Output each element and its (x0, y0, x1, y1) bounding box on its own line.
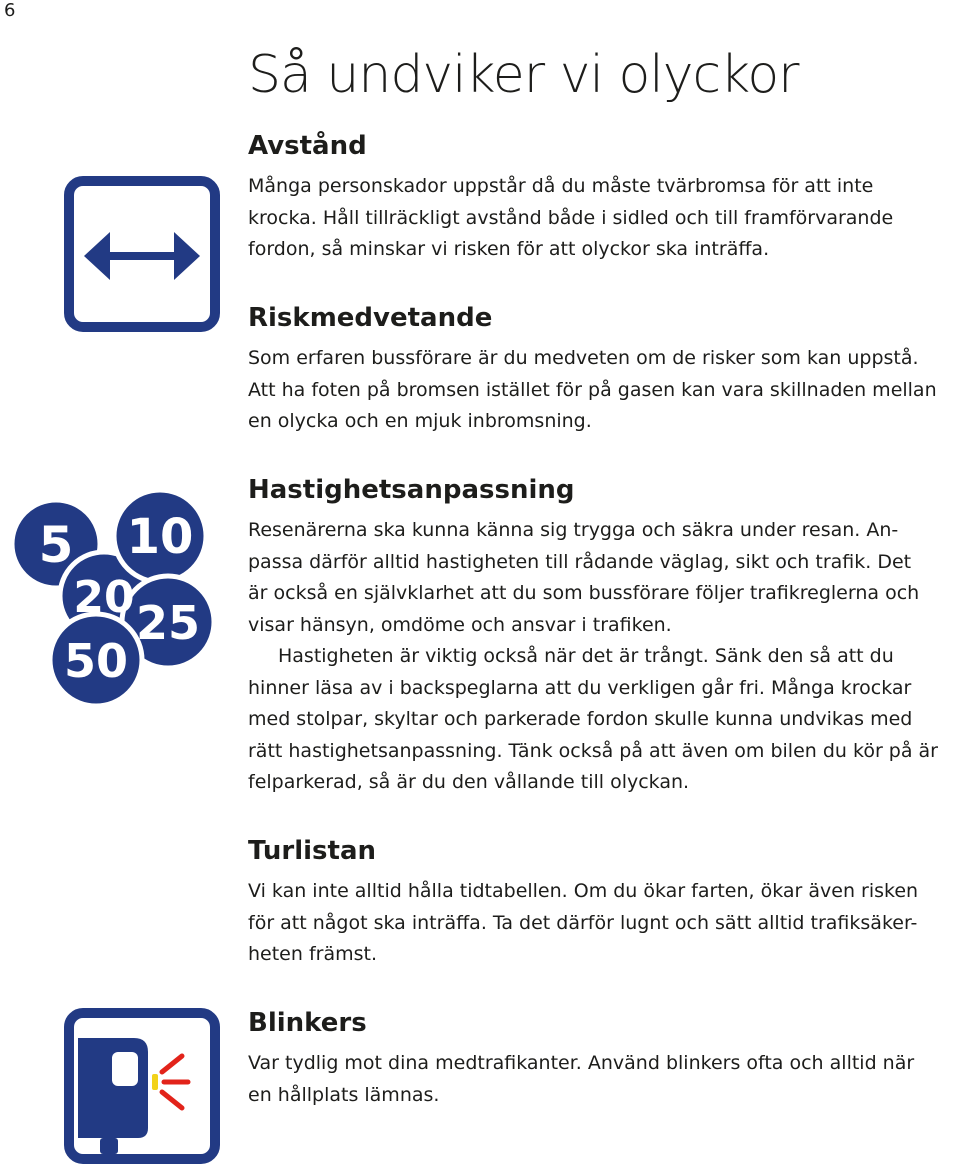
text-line: en hållplats lämnas. (248, 1083, 440, 1106)
speed-sign-5: 5 (38, 516, 74, 574)
section-heading: Turlistan (248, 836, 376, 866)
section-paragraph (248, 1048, 960, 1111)
speed-sign-10: 10 (126, 509, 194, 565)
section-paragraph (248, 641, 960, 799)
section-avstand (248, 129, 960, 266)
text-line: Vi kan inte alltid hålla tidtabellen. Om du ökar farten, ökar även risken (248, 880, 919, 902)
text-line: för att något ska inträffa. Ta det därför lugnt och sätt alltid trafiksäker- (248, 911, 918, 934)
section-paragraph (248, 876, 960, 971)
section-hastighetsanpassning (248, 473, 960, 799)
speed-sign-25: 25 (135, 596, 201, 650)
section-heading: Hastighetsanpassning (248, 475, 575, 505)
speed-sign-20: 20 (73, 572, 135, 623)
text-line: felparkerad, så är du den vållande till olyckan. (248, 771, 690, 793)
bus-blinker-icon (64, 1008, 220, 1164)
section-paragraph (248, 171, 960, 266)
text-line: heten främst. (248, 943, 377, 965)
text-line: Som erfaren bussförare är du medveten om de risker som kan uppstå. (248, 347, 919, 369)
text-line: Att ha foten på bromsen istället för på gasen kan vara skillnaden mellan (248, 378, 937, 401)
section-heading: Avstånd (248, 131, 367, 161)
section-heading: Riskmedvetande (248, 303, 493, 333)
page-title: Så undviker vi olyckor (248, 45, 799, 105)
text-line: krocka. Håll tillräckligt avstånd både i sidled och till framförvarande (248, 206, 894, 229)
distance-arrow-icon (64, 176, 220, 332)
speed-sign-50: 50 (63, 634, 129, 688)
text-line: med stolpar, skyltar och parkerade fordon skulle kunna undvikas med (248, 708, 913, 730)
section-riskmedvetande (248, 301, 960, 438)
section-paragraph (248, 343, 960, 438)
section-blinkers (248, 1006, 960, 1111)
text-line: Var tydlig mot dina medtrafikanter. Använd blinkers ofta och alltid när (248, 1052, 915, 1074)
speed-signs-icon (10, 478, 215, 710)
text-line: rätt hastighetsanpassning. Tänk också på att även om bilen du kör på är (248, 739, 938, 762)
section-heading: Blinkers (248, 1008, 367, 1038)
text-line: en olycka och en mjuk inbromsning. (248, 410, 592, 432)
page-number: 6 (4, 0, 16, 21)
text-line: fordon, så minskar vi risken för att olyckor ska inträffa. (248, 238, 770, 260)
text-line: Hastigheten är viktig också när det är trångt. Sänk den så att du (278, 645, 894, 667)
text-line: Resenärerna ska kunna känna sig trygga och säkra under resan. An- (248, 519, 899, 541)
text-line: Många personskador uppstår då du måste tvärbromsa för att inte (248, 175, 874, 197)
text-line: är också en självklarhet att du som bussförare följer trafikreglerna och (248, 582, 920, 604)
text-line: passa därför alltid hastigheten till rådande väglag, sikt och trafik. Det (248, 550, 912, 573)
section-turlistan (248, 834, 960, 971)
section-paragraph (248, 515, 960, 641)
text-line: hinner läsa av i backspeglarna att du verkligen går fri. Många krockar (248, 676, 912, 699)
text-line: visar hänsyn, omdöme och ansvar i trafiken. (248, 613, 672, 636)
